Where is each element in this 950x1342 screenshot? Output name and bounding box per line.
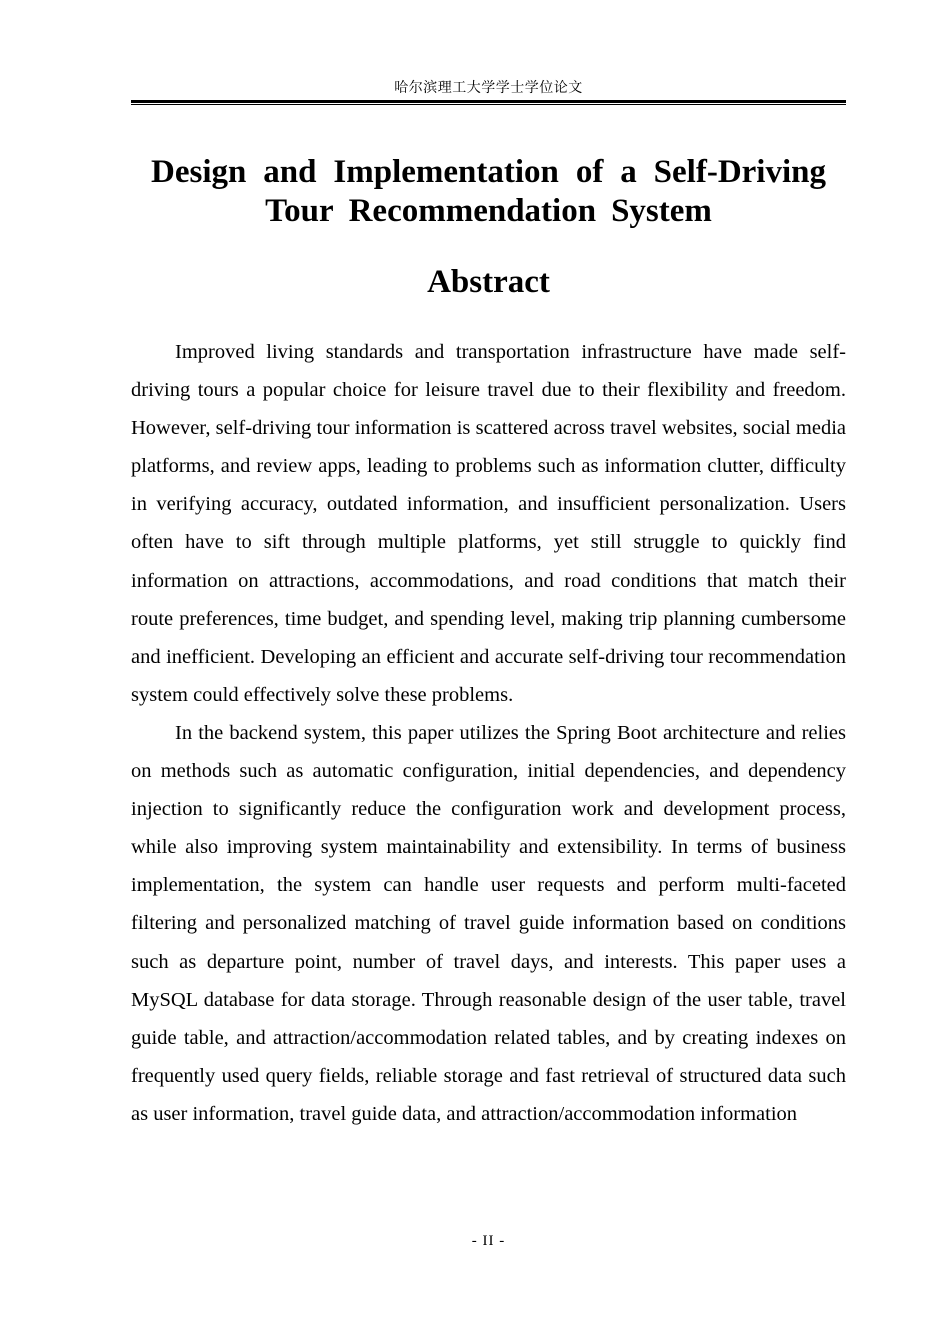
title-line-2 xyxy=(131,192,846,231)
title-word: Implementation xyxy=(333,154,559,190)
title-word: Recommendation xyxy=(348,193,597,229)
title-word: System xyxy=(611,193,712,229)
running-header: 哈尔滨理工大学学士学位论文 xyxy=(394,80,583,96)
title-word: a xyxy=(620,154,637,190)
title-word: Tour xyxy=(265,193,334,229)
thesis-title xyxy=(131,153,846,231)
title-word: and xyxy=(263,154,317,190)
title-word: Design xyxy=(151,154,247,190)
header-rule-thick xyxy=(131,100,846,103)
page-number: - II - xyxy=(471,1233,506,1249)
title-word: of xyxy=(575,154,604,190)
abstract-paragraph: In the backend system, this paper utilizes the Spring Boot architecture and relies on methods such as automatic configuration, initial dependencies, and dependency injection to significantly reduce the configuration work and development process, while also improving system maintainability and extensibility. In terms of business implementation, the system can handle user requests and perform multi-faceted filtering and personalized matching of travel guide information based on conditions such as departure point, number of travel days, and interests. This paper uses a MySQL database for data storage. Through reasonable design of the user table, travel guide table, and attraction/accommodation related tables, and by creating indexes on frequently used query fields, reliable storage and fast retrieval of structured data such as user information, travel guide data, and attraction/accommodation information xyxy=(131,721,846,1125)
abstract-body xyxy=(131,333,846,1133)
header-rule-thin xyxy=(131,104,846,105)
abstract-paragraph: Improved living standards and transportation infrastructure have made self-driving tours a popular choice for leisure travel due to their flexibility and freedom. However, self-driving tour information is scattered across travel websites, social media platforms, and review apps, leading to problems such as information clutter, difficulty in verifying accuracy, outdated information, and insufficient personalization. Users often have to sift through multiple platforms, yet still struggle to quickly find information on attractions, accommodations, and road conditions that match their route preferences, time budget, and spending level, making trip planning cumbersome and inefficient. Developing an efficient and accurate self-driving tour recommendation system could effectively solve these problems. xyxy=(131,341,846,706)
title-word: Self-Driving xyxy=(653,154,826,190)
title-line-1 xyxy=(131,153,846,192)
abstract-heading: Abstract xyxy=(427,264,550,300)
